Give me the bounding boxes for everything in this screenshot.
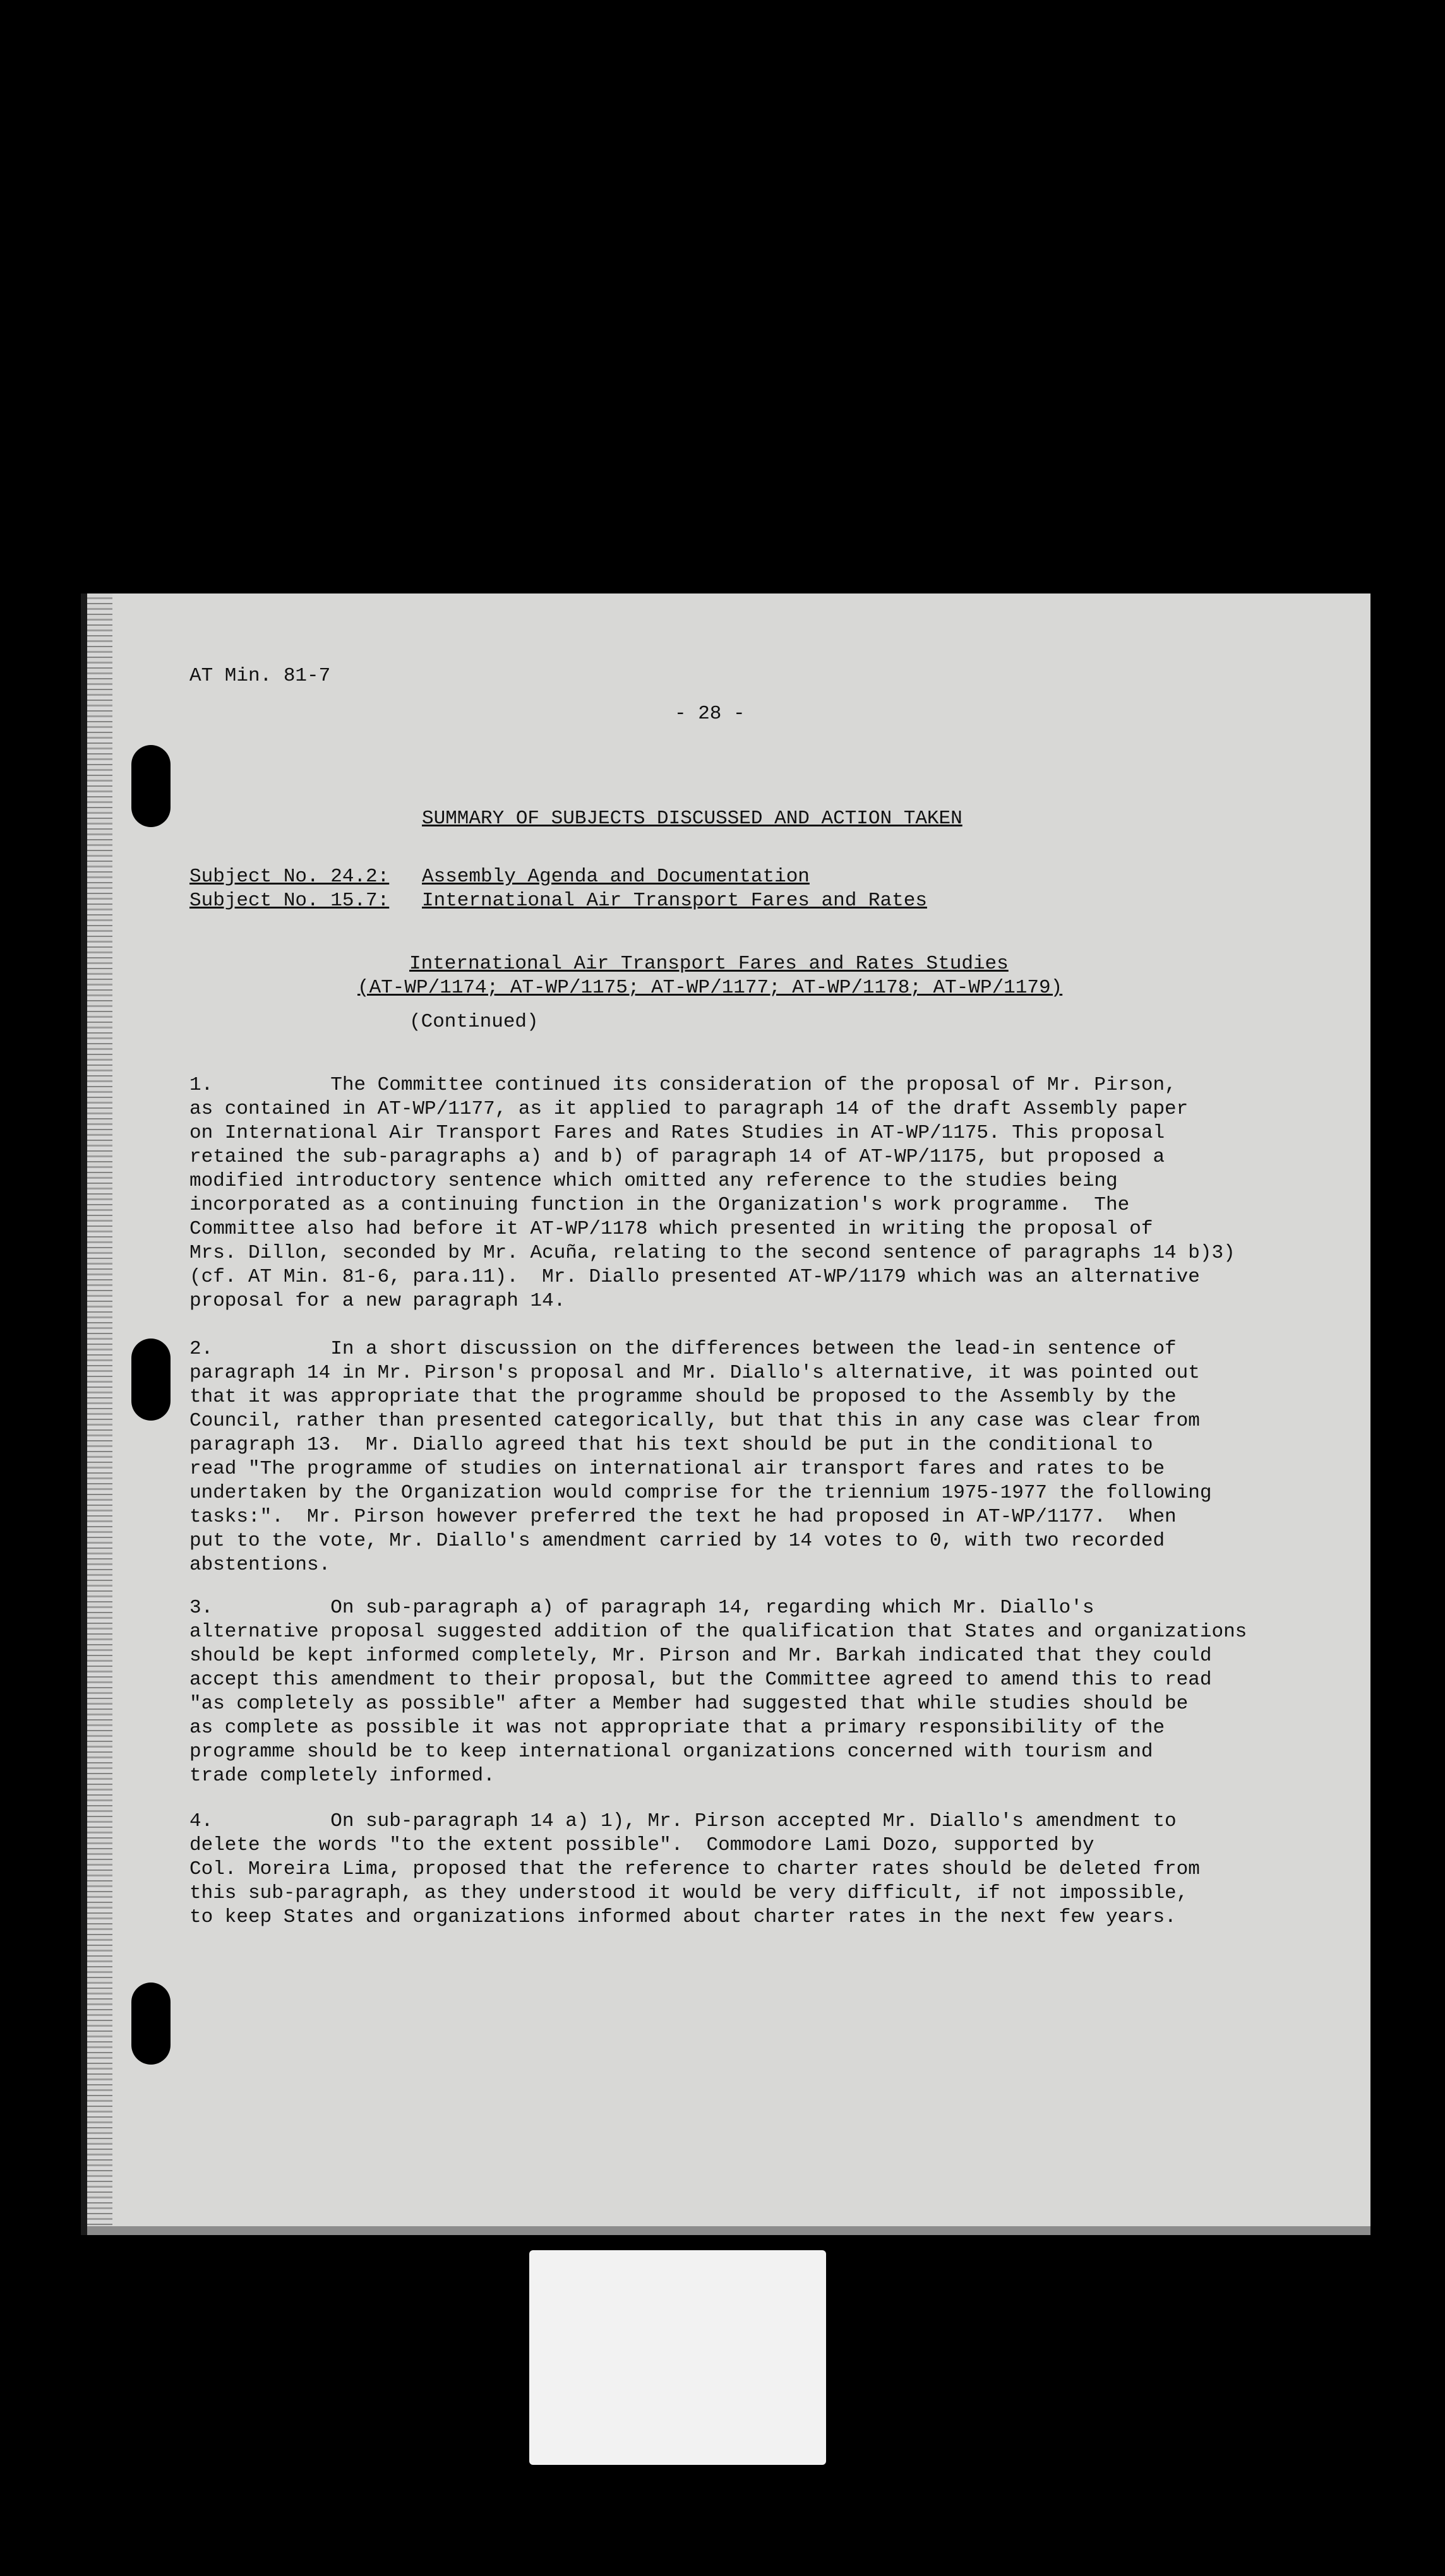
working-papers: (AT-WP/1174; AT-WP/1175; AT-WP/1177; AT-WP/1178; AT-WP/1179) [357,977,1063,999]
document-reference: AT Min. 81-7 [189,665,331,687]
document-title: SUMMARY OF SUBJECTS DISCUSSED AND ACTION TAKEN [422,808,962,830]
punch-hole [131,1339,171,1421]
paragraph-1: 1. The Committee continued its consideration of the proposal of Mr. Pirson, as contained in AT-WP/1177, as it applied to paragraph 14 of the draft Assembly paper on International Air Transport Fares and Rates Studies in AT-WP/1175. This proposal retained the sub-paragraphs a) and b) of paragraph 14 of AT-WP/1175, but proposed a modified introductory sentence which omitted any reference to the studies being incorporated as a continuing function in the Organization's work programme. The Committee also had before it AT-WP/1178 which presented in writing the proposal of Mrs. Dillon, seconded by Mr. Acuña, relating to the second sentence of paragraphs 14 b)3) (cf. AT Min. 81-6, para.11). Mr. Diallo presented AT-WP/1179 which was an alternative proposal for a new paragraph 14. [189,1074,1235,1312]
paragraph-4: 4. On sub-paragraph 14 a) 1), Mr. Pirson accepted Mr. Diallo's amendment to delete the words "to the extent possible". Commodore Lami Dozo, supported by Col. Moreira Lima, proposed that the reference to charter rates should be deleted from this sub-paragraph, as they understood it would be very difficult, if not impossible, to keep States and organizations informed about charter rates in the next few years. [189,1810,1200,1928]
subject-label: Subject No. 24.2: [189,866,390,888]
page-bottom-edge [87,2226,1370,2235]
page-number: - 28 - [675,703,745,725]
paragraph-2: 2. In a short discussion on the differences between the lead-in sentence of paragraph 14 in Mr. Pirson's proposal and Mr. Diallo's alternative, it was pointed out that it was appropriate that the programme should be proposed to the Assembly by the Council, rather than presented categorically, but that this in any case was clear from paragraph 13. Mr. Diallo agreed that his text should be put in the conditional to read "The programme of studies on international air transport fares and rates to be undertaken by the Organization would comprise for the triennium 1975-1977 the following tasks:". Mr. Pirson however preferred the text he had proposed in AT-WP/1177. When put to the vote, Mr. Diallo's amendment carried by 14 votes to 0, with two recorded abstentions. [189,1338,1212,1576]
subject-value: International Air Transport Fares and Rates [422,890,927,912]
microfilm-target-card [529,2250,826,2465]
continued-note: (Continued) [409,1011,539,1033]
studies-heading: International Air Transport Fares and Rates Studies [409,953,1009,975]
subject-label: Subject No. 15.7: [189,890,390,912]
punch-hole [131,1983,171,2065]
subject-value: Assembly Agenda and Documentation [422,866,810,888]
page-edge [87,593,112,2235]
document-page [81,593,1370,2235]
punch-hole [131,745,171,827]
paragraph-3: 3. On sub-paragraph a) of paragraph 14, regarding which Mr. Diallo's alternative proposal suggested addition of the qualification that States and organizations should be kept informed completely, Mr. Pirson and Mr. Barkah indicated that they could accept this amendment to their proposal, but the Committee agreed to amend this to read "as completely as possible" after a Member had suggested that while studies should be as complete as possible it was not appropriate that a primary responsibility of the programme should be to keep international organizations concerned with tourism and trade completely informed. [189,1597,1247,1787]
